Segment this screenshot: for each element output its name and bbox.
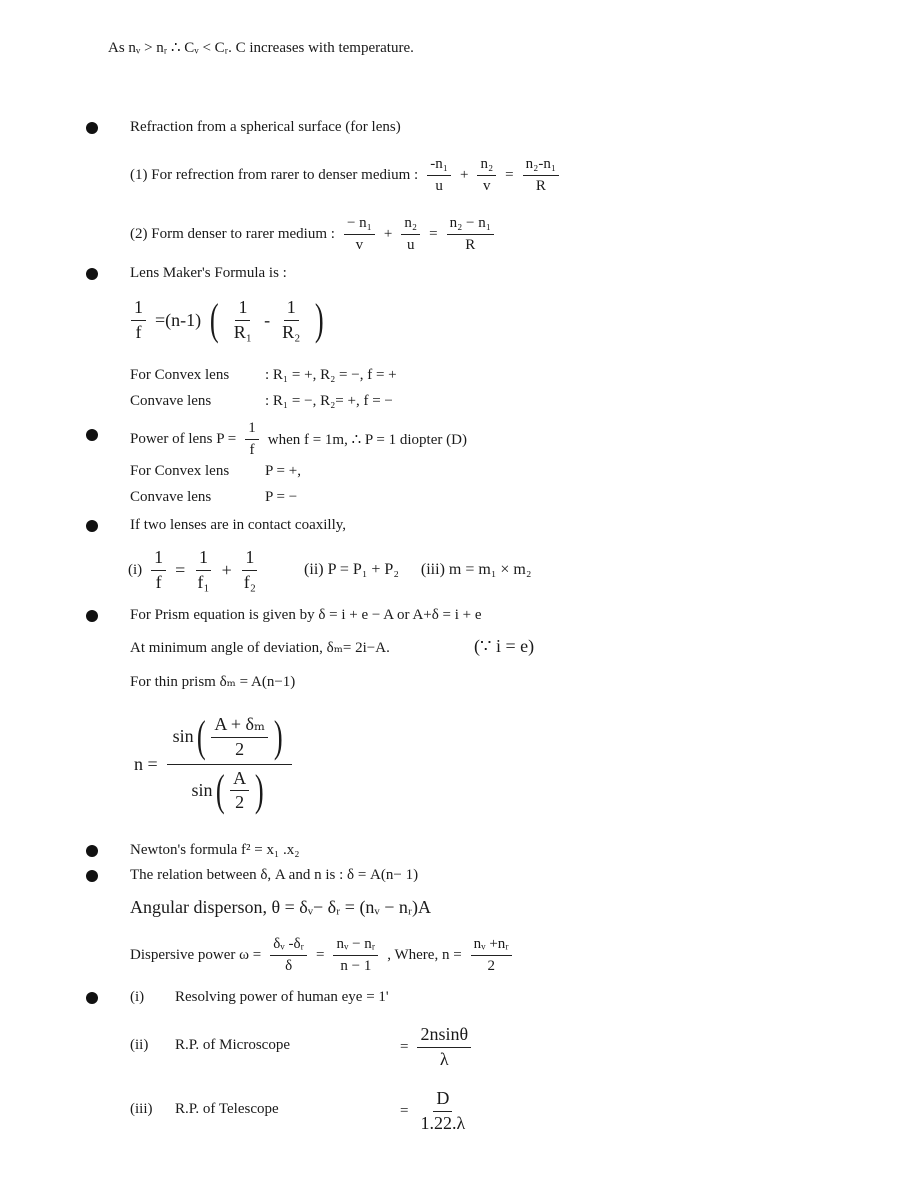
numerator: 1	[131, 298, 146, 321]
row-value: : R₁ = +, R₂ = −, f = +	[265, 367, 397, 383]
denominator: f₁	[197, 571, 210, 592]
condition: (∵ i = e)	[474, 636, 535, 656]
rp-telescope-label: R.P. of Telescope	[175, 1101, 279, 1117]
bullet-icon	[86, 268, 98, 280]
bullet-icon	[86, 520, 98, 532]
denominator: R₁	[233, 321, 253, 342]
sin: sin	[172, 726, 194, 747]
row-value: P = +,	[265, 463, 301, 479]
prism-n-formula: n = sin ( $\frac{\text{A + δₘ}}{2}$ ) sin ( $\frac{A}{2}$ )	[134, 715, 295, 813]
numerator: -n₁	[427, 156, 451, 176]
numerator: − n₁	[344, 215, 375, 235]
operator: -	[264, 309, 271, 330]
text: , Where, n =	[387, 946, 462, 963]
label: (2) Form denser to rarer medium :	[130, 225, 335, 242]
operator: =	[400, 1102, 409, 1119]
section-title: Lens Maker's Formula is :	[130, 265, 287, 281]
thin-prism: For thin prism δₘ = A(n−1)	[130, 674, 296, 690]
top-line: As nᵥ > nᵣ ∴ Cᵥ < Cᵣ. C increases with temperature.	[108, 40, 414, 56]
label: Power of lens P =	[130, 430, 237, 447]
numerator: 1	[284, 298, 299, 321]
sin: sin	[191, 779, 213, 800]
dispersive-power	[130, 936, 515, 974]
operator: +	[459, 166, 469, 183]
bullet-icon	[86, 845, 98, 857]
operator: +	[221, 559, 232, 580]
section-title: Refraction from a spherical surface (for lens)	[130, 119, 401, 135]
newton-formula: Newton's formula f² = x₁ .x₂	[130, 842, 300, 858]
text: (ii) P = P₁ + P₂	[304, 561, 399, 579]
row-label: Convave lens	[130, 393, 212, 409]
rp-microscope-label: R.P. of Microscope	[175, 1037, 290, 1053]
operator: =(n-1)	[155, 309, 202, 330]
denominator: 2	[235, 792, 245, 813]
numerator: 1	[151, 548, 166, 571]
numerator: A + δₘ	[211, 715, 268, 738]
lenses-in-contact	[128, 548, 531, 593]
numerator: 2nsinθ	[417, 1025, 471, 1048]
denominator: R₂	[282, 321, 301, 342]
operator: =	[400, 1038, 409, 1055]
operator: =	[315, 946, 325, 963]
label: (1) For refrection from rarer to denser medium :	[130, 166, 419, 183]
row-label: For Convex lens	[130, 463, 230, 479]
numerator: 1	[196, 548, 211, 571]
bullet-icon	[86, 870, 98, 882]
denominator: R	[535, 177, 546, 194]
denominator: v	[483, 177, 491, 194]
operator: =	[429, 225, 438, 242]
item-number: (i)	[130, 989, 145, 1005]
bullet-icon	[86, 429, 98, 441]
denominator: δ	[285, 957, 293, 974]
operator: =	[505, 166, 514, 183]
row-value: : R₁ = −, R₂= +, f = −	[265, 393, 393, 409]
operator: =	[175, 559, 186, 580]
formula-rarer-denser	[130, 156, 562, 194]
formula-denser-rarer	[130, 215, 497, 253]
relation: The relation between δ, A and n is : δ = A(n− 1)	[130, 867, 419, 883]
row-label: Convave lens	[130, 489, 212, 505]
numerator: n₂ − n₁	[447, 215, 494, 235]
denominator: f	[155, 571, 162, 592]
min-deviation: At minimum angle of deviation, δₘ= 2i−A.	[130, 640, 390, 656]
power-of-lens	[130, 420, 467, 458]
numerator: 1	[242, 548, 257, 571]
label: n =	[134, 753, 158, 774]
denominator: f₂	[243, 571, 257, 592]
denominator: u	[406, 236, 415, 253]
numerator: n₂	[477, 156, 496, 176]
bullet-icon	[86, 610, 98, 622]
numerator: n₂	[401, 215, 420, 235]
numerator: 1	[245, 420, 259, 440]
denominator: R	[465, 236, 476, 253]
row-value: P = −	[265, 489, 298, 505]
operator: +	[383, 225, 393, 242]
numerator: n₂-n₁	[523, 156, 559, 176]
lens-maker-formula: $\frac{1}{f}$ =(n-1) ( $\frac{1}{\text{R₁}}$ - $\frac{1}{\text{R₂}}$ )	[128, 298, 327, 343]
rp-microscope-formula	[400, 1025, 474, 1070]
angular-dispersion: Angular disperson, θ = δᵥ− δᵣ = (nᵥ − nᵣ)A	[130, 897, 431, 917]
rp-telescope-formula	[400, 1089, 471, 1134]
denominator: 2	[235, 738, 245, 759]
denominator: v	[355, 236, 364, 253]
denominator: λ	[439, 1048, 449, 1069]
label: Dispersive power ω =	[130, 946, 262, 963]
denominator: n − 1	[340, 957, 372, 974]
denominator: 2	[487, 957, 495, 974]
text: (iii) m = m₁ × m₂	[420, 561, 532, 579]
numerator: nᵥ +nᵣ	[471, 936, 512, 956]
denominator: u	[435, 177, 443, 194]
denominator: f	[249, 441, 255, 458]
label: (i)	[128, 561, 143, 578]
numerator: 1	[235, 298, 250, 321]
row-label: For Convex lens	[130, 367, 230, 383]
item-number: (ii)	[130, 1037, 149, 1053]
numerator: D	[433, 1089, 452, 1112]
item-number: (iii)	[130, 1101, 153, 1117]
text: when f = 1m, ∴ P = 1 diopter (D)	[267, 431, 467, 448]
numerator: A	[230, 769, 249, 792]
prism-equation: For Prism equation is given by δ = i + e − A or A+δ = i + e	[130, 607, 482, 623]
section-title: If two lenses are in contact coaxilly,	[130, 517, 347, 533]
numerator: δᵥ -δᵣ	[270, 936, 307, 956]
numerator: nᵥ − nᵣ	[333, 936, 378, 956]
denominator: 1.22.λ	[420, 1112, 466, 1133]
bullet-icon	[86, 122, 98, 134]
resolving-power-eye: Resolving power of human eye = 1'	[175, 989, 389, 1005]
denominator: f	[135, 321, 142, 342]
bullet-icon	[86, 992, 98, 1004]
